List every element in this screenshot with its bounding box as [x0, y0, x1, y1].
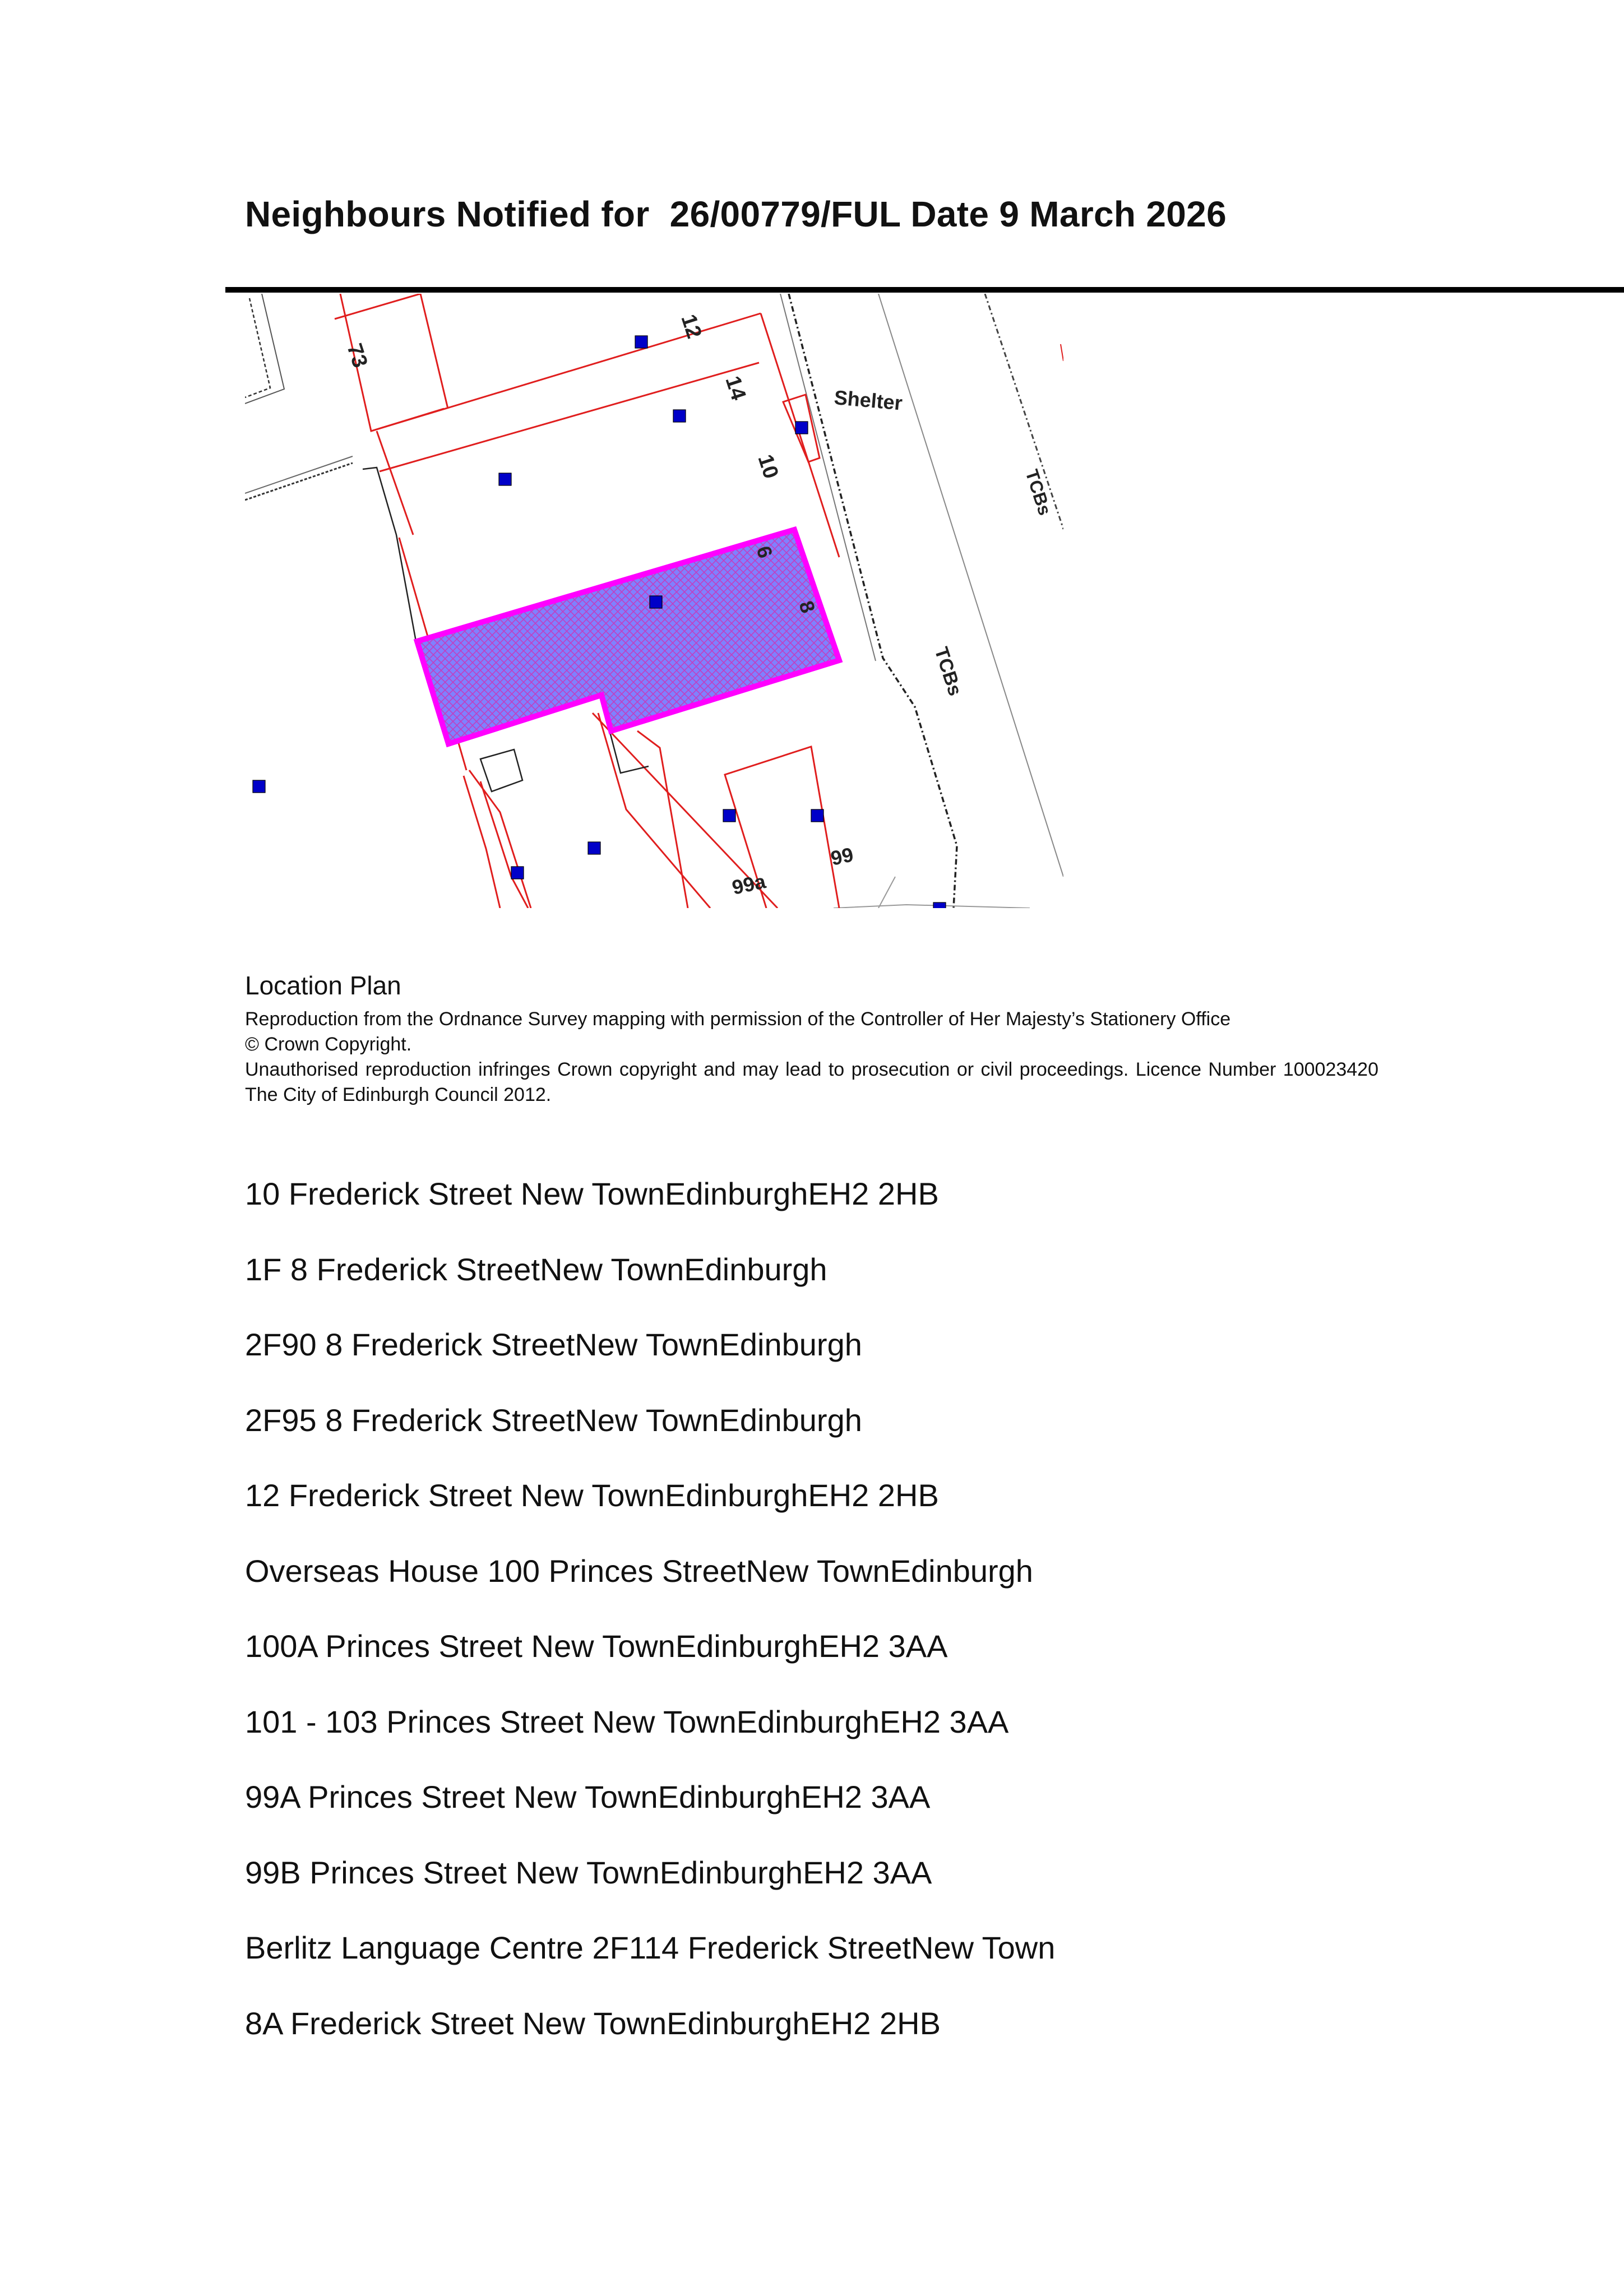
application-site: [417, 530, 839, 744]
copyright-line-3: Unauthorised reproduction infringes Crown copyright and may lead to prosecution or civil proceedings. Licence Number 100023420 The City of Edinburgh Council 2012.: [245, 1059, 1378, 1105]
map-caption: [245, 969, 1378, 1108]
address-item: 99A Princes Street New TownEdinburghEH2 3AA: [245, 1779, 931, 1814]
map-label-shelter: Shelter: [833, 386, 904, 415]
address-item: 100A Princes Street New TownEdinburghEH2 3AA: [245, 1628, 948, 1664]
map-label-99a: 99a: [730, 869, 768, 899]
address-item: 10 Frederick Street New TownEdinburghEH2 2HB: [245, 1176, 939, 1211]
map-label-99: 99: [829, 843, 855, 870]
copyright-line-2: © Crown Copyright.: [245, 1034, 412, 1055]
address-item: 2F95 8 Frederick StreetNew TownEdinburgh: [245, 1402, 862, 1438]
address-item: 1F 8 Frederick StreetNew TownEdinburgh: [245, 1251, 827, 1287]
address-item: 99B Princes Street New TownEdinburghEH2 3AA: [245, 1854, 932, 1890]
caption-heading: Location Plan: [245, 971, 401, 1000]
map-label-10: 10: [753, 451, 783, 482]
page-title: Neighbours Notified for 26/00779/FUL Date 9 March 2026: [245, 194, 1227, 234]
address-item: 12 Frederick Street New TownEdinburghEH2 2HB: [245, 1478, 939, 1513]
map-label-8: 8: [794, 598, 820, 616]
map-label-6: 6: [752, 543, 778, 561]
address-item: 2F90 8 Frederick StreetNew TownEdinburgh: [245, 1327, 862, 1362]
map-label-tcbs-top: TCBs: [1021, 467, 1056, 518]
address-item: 101 - 103 Princes Street New TownEdinburghEH2 3AA: [245, 1704, 1009, 1739]
address-item: 8A Frederick Street New TownEdinburghEH2 2HB: [245, 2005, 941, 2041]
map-label-14: 14: [720, 373, 751, 403]
neighbour-address-list: [245, 1170, 1055, 2075]
map-label-tcbs-mid: TCBs: [930, 644, 966, 698]
address-item: Overseas House 100 Princes StreetNew TownEdinburgh: [245, 1553, 1033, 1589]
map-label-73: 73: [342, 340, 372, 371]
copyright-line-1: Reproduction from the Ordnance Survey mapping with permission of the Controller of Her Majesty’s Stationery Office: [245, 1008, 1231, 1030]
map-label-12: 12: [676, 311, 706, 341]
address-item: Berlitz Language Centre 2F114 Frederick StreetNew Town: [245, 1930, 1056, 1965]
location-plan-map: [245, 294, 1063, 908]
title-divider: [225, 287, 1624, 293]
